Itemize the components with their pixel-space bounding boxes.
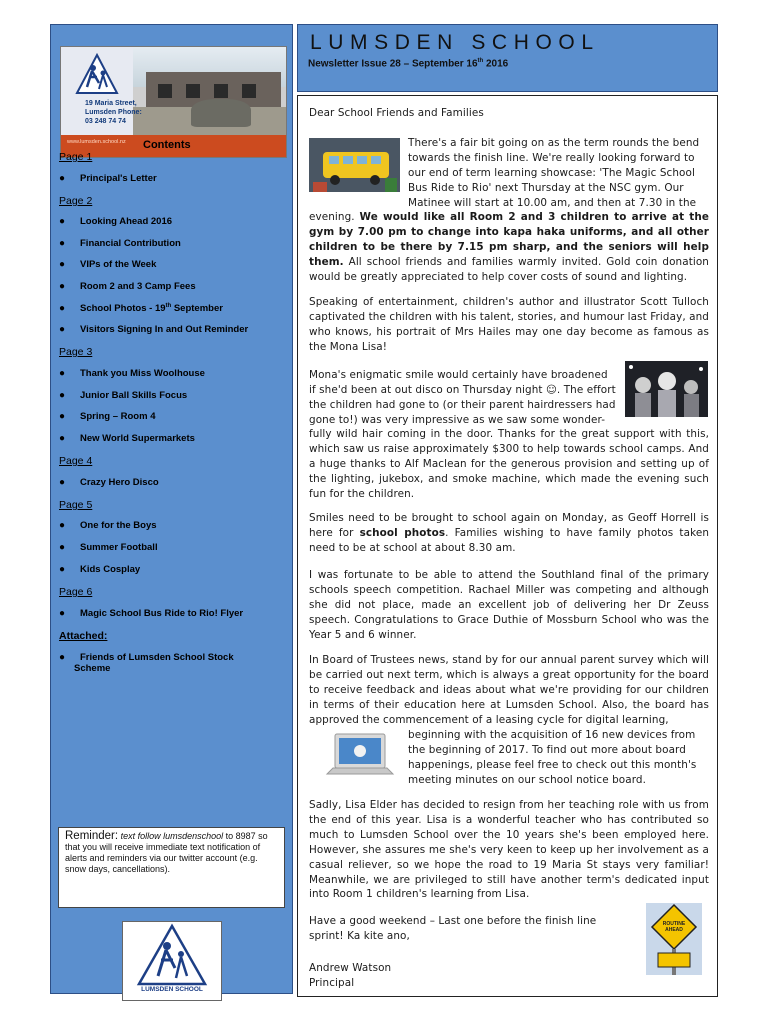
badge-label: LUMSDEN SCHOOL xyxy=(141,986,203,993)
toc-heading-page-2[interactable]: Page 2 xyxy=(59,195,93,207)
toc-heading-attached[interactable]: Attached: xyxy=(59,630,108,642)
bullet-icon: ● xyxy=(59,238,66,249)
bullet-icon: ● xyxy=(59,477,66,488)
toc-item[interactable]: ● Principal's Letter xyxy=(59,173,157,184)
laptop-image xyxy=(321,730,399,785)
toc-heading-page-5[interactable]: Page 5 xyxy=(59,499,93,511)
bullet-icon: ● xyxy=(59,259,66,270)
magic-school-bus-image xyxy=(309,138,400,192)
routine-ahead-sign-image xyxy=(646,903,702,975)
bullet-icon: ● xyxy=(59,564,66,575)
toc-heading-page-3[interactable]: Page 3 xyxy=(59,346,93,358)
reminder-label: Reminder: xyxy=(65,830,119,842)
toc-heading-page-1[interactable]: Page 1 xyxy=(59,151,93,163)
contents-title: Contents xyxy=(143,139,191,151)
bullet-icon: ● xyxy=(59,303,66,315)
school-badge xyxy=(122,921,222,1001)
paragraph-disco-details: fully wild hair coming in the door. Thanks for the great support with this, which saw us raise approximately $300 to help towards school camps. And a huge thanks to Alf Maclean for the generous provision and setting up of the lighting, jukebox, and smoke machine, which made the evening such fun for the children. xyxy=(309,428,709,500)
toc-item[interactable]: ● Crazy Hero Disco xyxy=(59,477,159,488)
bullet-icon: ● xyxy=(59,608,66,619)
paragraph-sign-off: Have a good weekend – Last one before the finish line sprint! Ka kite ano, xyxy=(309,915,597,942)
toc-item[interactable]: ● Room 2 and 3 Camp Fees xyxy=(59,281,196,292)
paragraph-speech-competition: I was fortunate to be able to attend the Southland final of the primary schools speech competition. Rachael Miller was competing and although she did not place, made an excellent job of delivering her Dr Zeuss speech. Congratulations to Grace Duthie of Mossburn School who was the Year 5 and 6 winner. xyxy=(309,569,709,641)
school-title: LUMSDEN SCHOOL xyxy=(310,31,600,54)
greeting: Dear School Friends and Families xyxy=(309,107,484,119)
paragraph-showcase-intro: There's a fair bit going on as the term rounds the bend towards the finish line. We're really looking forward to our end of term learning showcase: 'The Magic School Bus Ride to Rio' next Thursday at the NSC gym. Our Matinee will start at 10.00 am, and then at 7.30 in the xyxy=(408,137,700,209)
logo-figures-icon xyxy=(75,53,119,97)
bullet-icon: ● xyxy=(59,324,66,335)
reminder-text: to 8987 so that you will receive immediate text notification of alerts and reminders via our twitter account (e.g. snow days, cancellations). xyxy=(65,831,268,874)
toc-item[interactable]: ● Friends of Lumsden School Stock Scheme xyxy=(59,652,234,674)
bullet-icon: ● xyxy=(59,542,66,553)
disco-photo xyxy=(625,361,708,417)
toc-item[interactable]: ● New World Supermarkets xyxy=(59,433,195,444)
school-url: www.lumsden.school.nz xyxy=(67,139,126,145)
toc-item[interactable]: ● Financial Contribution xyxy=(59,238,181,249)
toc-item[interactable]: ● Kids Cosplay xyxy=(59,564,141,575)
toc-item[interactable]: ● Summer Football xyxy=(59,542,158,553)
paragraph-lisa-elder: Sadly, Lisa Elder has decided to resign from her teaching role with us from the end of this year. Lisa is a wonderful teacher who has contributed so much to Lumsden School over the 10 years she's been employed here. However, she assures me she's very keen to keep up her involvement as a casual reliever, so we hope the road to 19 Maria St stays very familiar! Meanwhile, we are privileged to still have another term's dedicated input into Room 1 children's learning from Lisa. xyxy=(309,799,709,901)
toc-heading-page-6[interactable]: Page 6 xyxy=(59,586,93,598)
toc-item[interactable]: ● One for the Boys xyxy=(59,520,157,531)
toc-item[interactable]: ● Visitors Signing In and Out Reminder xyxy=(59,324,249,335)
toc-item[interactable]: ● Magic School Bus Ride to Rio! Flyer xyxy=(59,608,244,619)
reminder-keyword: text follow lumsdenschool xyxy=(120,831,224,841)
signature-name: Andrew Watson xyxy=(309,962,392,974)
toc-item[interactable]: ● Junior Ball Skills Focus xyxy=(59,390,188,401)
paragraph-showcase-details: evening. We would like all Room 2 and 3 children to arrive at the gym by 7.00 pm to change into kapa haka uniforms, and all other children to be there by 7.15 pm sharp, and the seniors will help them. All school friends and families warmly invited. Gold coin donation would be greatly appreciated to help cover costs of sound and lighting. xyxy=(309,211,710,283)
bullet-icon: ● xyxy=(59,390,66,401)
bullet-icon: ● xyxy=(59,216,66,227)
bullet-icon: ● xyxy=(59,281,66,292)
bullet-icon: ● xyxy=(59,652,66,663)
toc-item[interactable]: ● Spring – Room 4 xyxy=(59,411,156,422)
bullet-icon: ● xyxy=(59,520,66,531)
toc-heading-page-4[interactable]: Page 4 xyxy=(59,455,93,467)
toc-item[interactable]: ● School Photos - 19th September xyxy=(59,303,223,315)
toc-item[interactable]: ● Thank you Miss Woolhouse xyxy=(59,368,205,379)
paragraph-disco-intro: Mona's enigmatic smile would certainly have broadened if she'd been at out disco on Thursday night ☺. The effort the children had gone to (or their parent hairdressers had gone to!) was very impressive as we saw some wonder- xyxy=(309,369,616,426)
bullet-icon: ● xyxy=(59,411,66,422)
bullet-icon: ● xyxy=(59,173,66,184)
newsletter-header xyxy=(297,24,718,92)
sign-text: ROUTINE AHEAD xyxy=(662,921,686,933)
signature-role: Principal xyxy=(309,977,355,989)
paragraph-author-visit: Speaking of entertainment, children's author and illustrator Scott Tulloch captivated the children with his talent, stories, and humour last Friday, and who knows, his portrait of Mrs Hailes may one day become as famous as the Mona Lisa! xyxy=(309,296,709,353)
bullet-icon: ● xyxy=(59,368,66,379)
sidebar xyxy=(50,24,293,994)
toc-item[interactable]: ● VIPs of the Week xyxy=(59,259,157,270)
paragraph-board-news: In Board of Trustees news, stand by for our annual parent survey which will be carried out next term, which is always a great opportunity for the board to receive feedback and ideas about what we're providing for our children in terms of their education here at Lumsden School. Also, the board has approved the commencement of a leasing cycle for digital learning, xyxy=(309,654,709,726)
paragraph-school-photos: Smiles need to be brought to school again on Monday, as Geoff Horrell is here for school photos. Families wishing to have family photos taken need to be at school at about 8.30 am. xyxy=(309,512,709,554)
bullet-icon: ● xyxy=(59,433,66,444)
issue-subtitle: Newsletter Issue 28 – September 16th 2016 xyxy=(308,58,509,70)
paragraph-board-devices: beginning with the acquisition of 16 new devices from the beginning of 2017. To find out more about board happenings, please feel free to check out this month's meeting minutes on our school notice board. xyxy=(408,729,697,786)
school-address: 19 Maria Street, Lumsden Phone: 03 248 74 74 xyxy=(85,100,142,125)
toc-item[interactable]: ● Looking Ahead 2016 xyxy=(59,216,173,227)
reminder-box xyxy=(58,827,285,908)
